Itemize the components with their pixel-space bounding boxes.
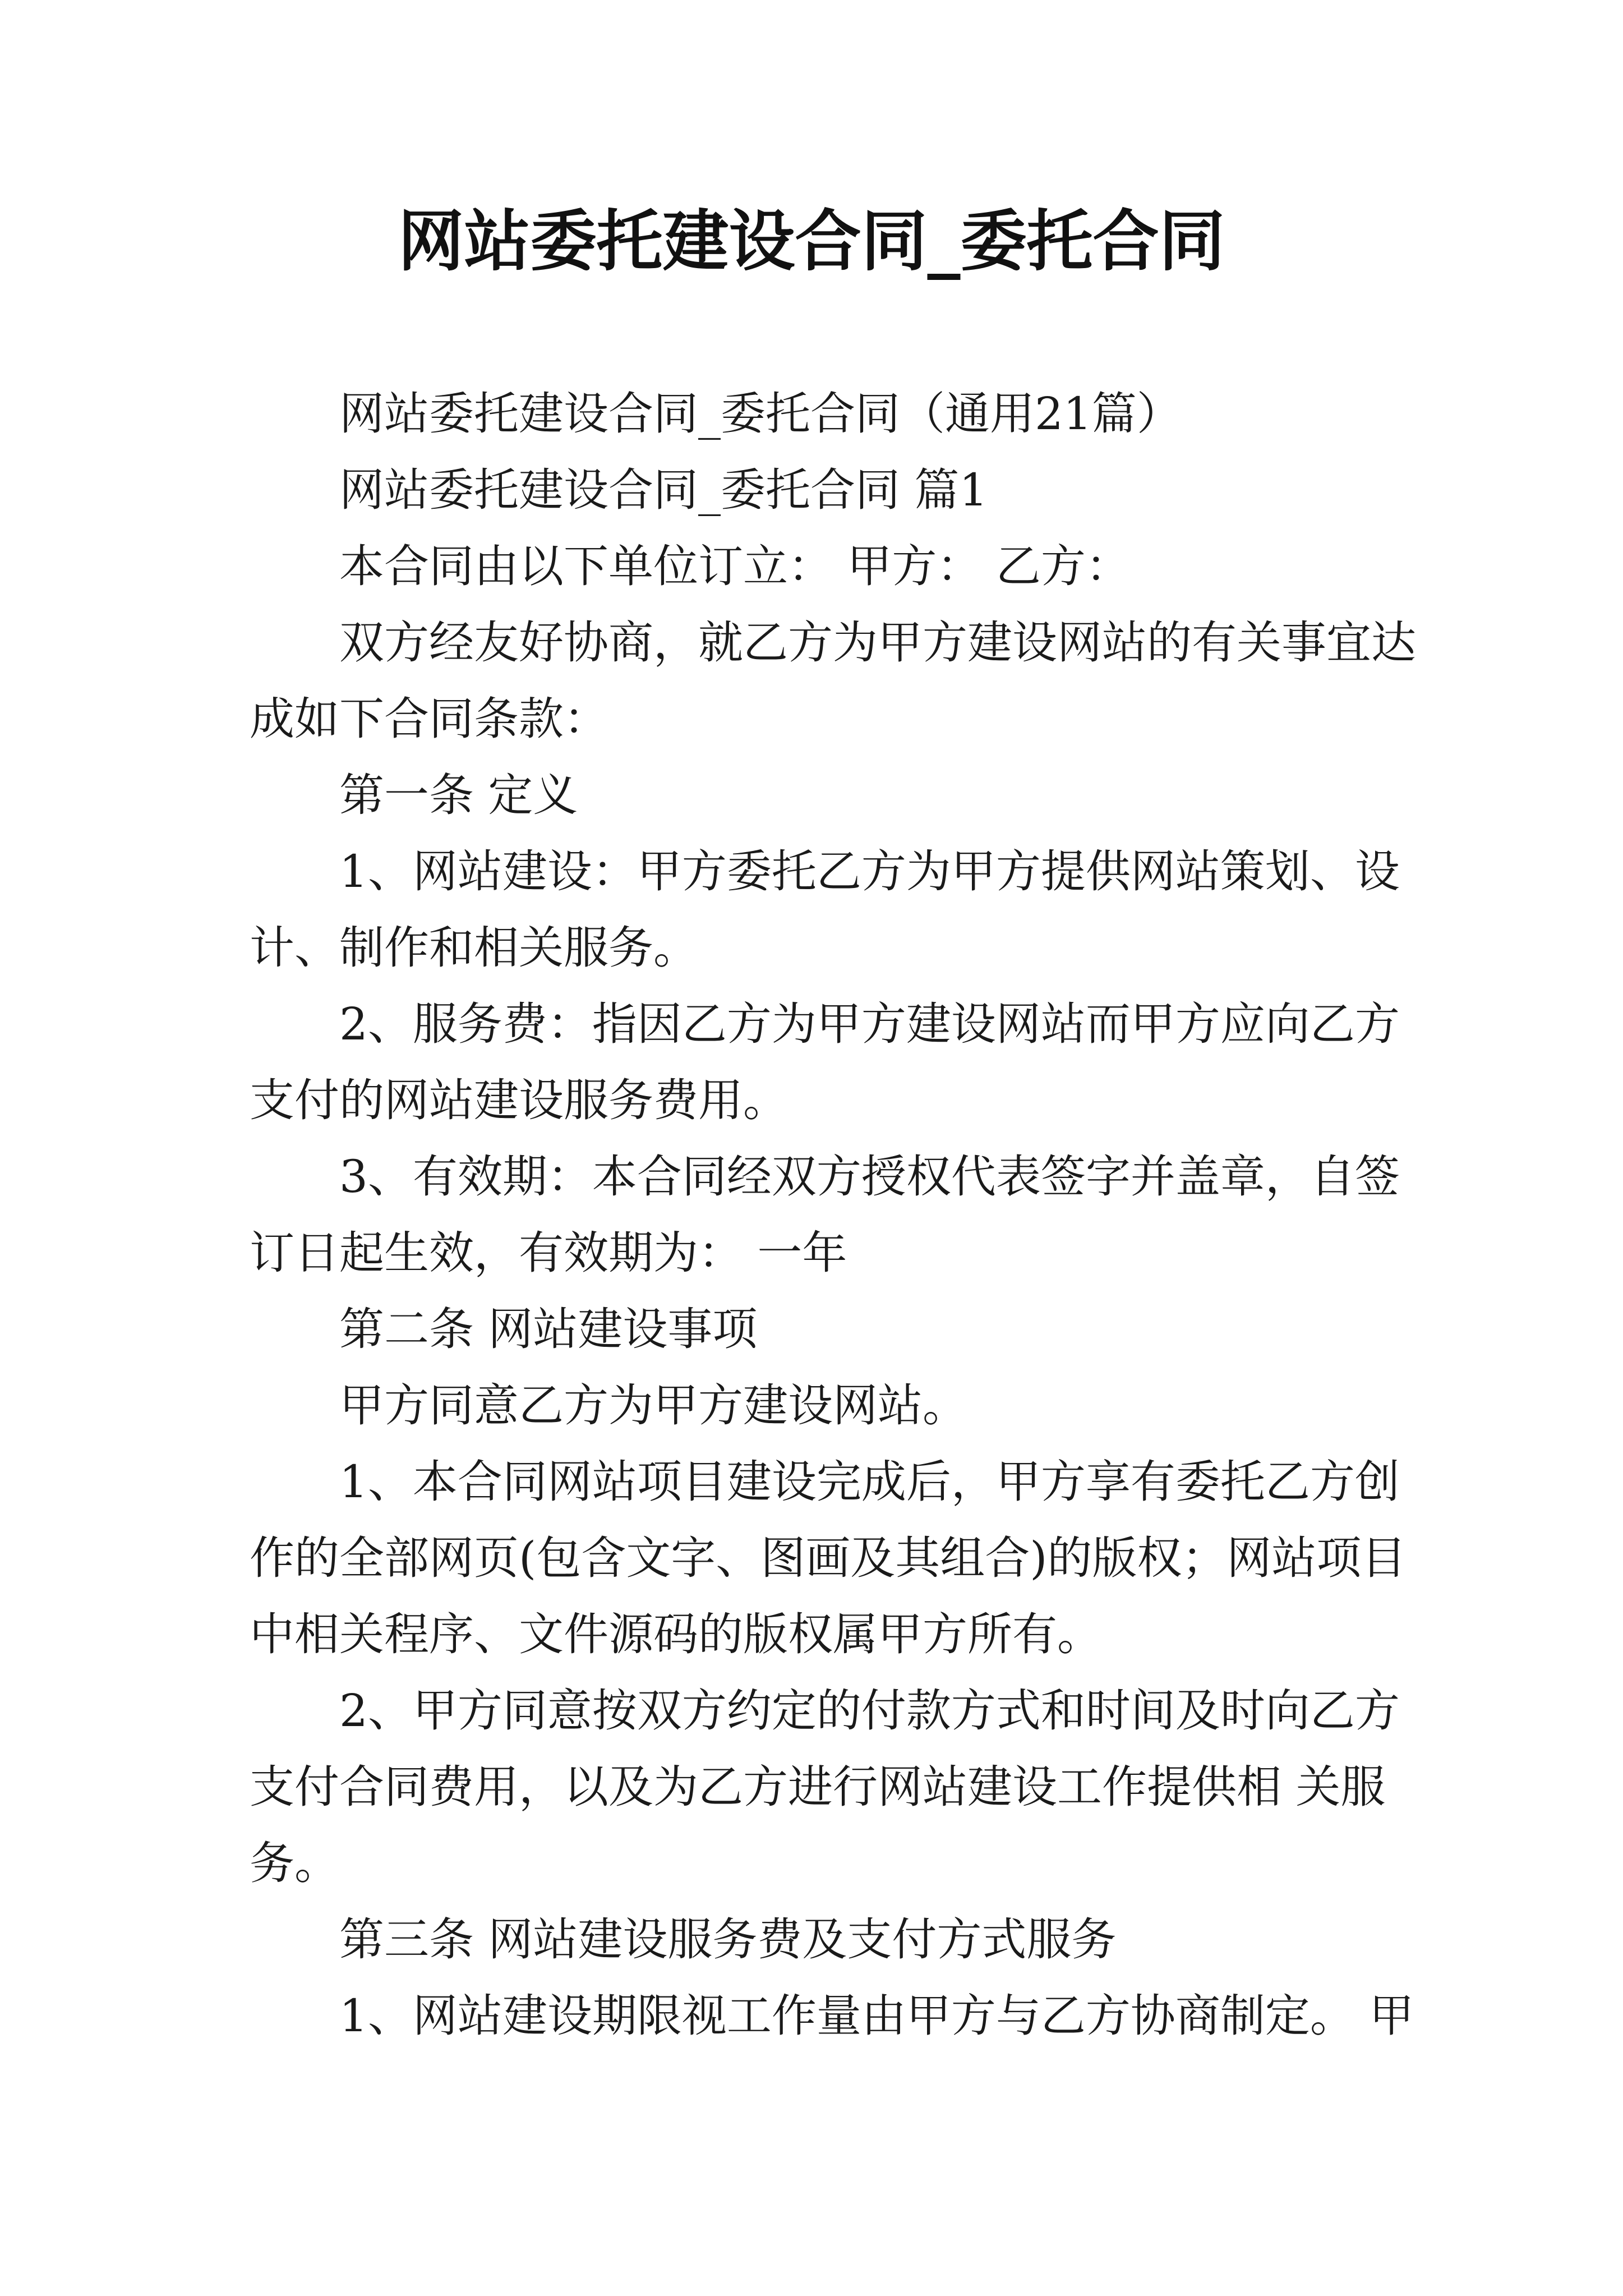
body-line: 第三条 网站建设服务费及支付方式服务: [339, 1913, 1117, 1966]
body-line: 3、有效期：本合同经双方授权代表签字并盖章，自签: [339, 1151, 1400, 1203]
body-line: 中相关程序、文件源码的版权属甲方所有。: [250, 1608, 1102, 1660]
body-line: 2、服务费：指因乙方为甲方建设网站而甲方应向乙方: [339, 998, 1400, 1050]
body-line: 成如下合同条款：: [250, 693, 608, 745]
body-line: 支付的网站建设服务费用。: [250, 1074, 788, 1126]
body-line: 1、本合同网站项目建设完成后，甲方享有委托乙方创: [339, 1456, 1400, 1508]
body-line: 计、制作和相关服务。: [250, 922, 698, 974]
body-line: 双方经友好协商，就乙方为甲方建设网站的有关事宜达: [339, 616, 1416, 669]
body-line: 网站委托建设合同_委托合同（通用21篇）: [339, 388, 1182, 440]
body-line: 第二条 网站建设事项: [339, 1303, 758, 1355]
body-line: 本合同由以下单位订立： 甲方： 乙方：: [339, 540, 1131, 592]
body-line: 第一条 定义: [339, 769, 578, 821]
body-line: 1、网站建设：甲方委托乙方为甲方提供网站策划、设: [339, 845, 1400, 898]
body-line: 作的全部网页(包含文字、图画及其组合)的版权；网站项目: [250, 1532, 1407, 1584]
body-line: 甲方同意乙方为甲方建设网站。: [339, 1379, 967, 1432]
body-line: 务。: [250, 1837, 339, 1889]
document-body: [250, 376, 1416, 2054]
document-title: 网站委托建设合同_委托合同: [398, 202, 1225, 280]
body-line: 订日起生效，有效期为： 一年: [250, 1227, 847, 1279]
body-line: 2、甲方同意按双方约定的付款方式和时间及时向乙方: [339, 1685, 1400, 1737]
body-line: 支付合同费用，以及为乙方进行网站建设工作提供相 关服: [250, 1761, 1386, 1813]
body-line: 1、网站建设期限视工作量由甲方与乙方协商制定。 甲: [339, 1990, 1414, 2042]
body-line: 网站委托建设合同_委托合同 篇1: [339, 464, 988, 516]
